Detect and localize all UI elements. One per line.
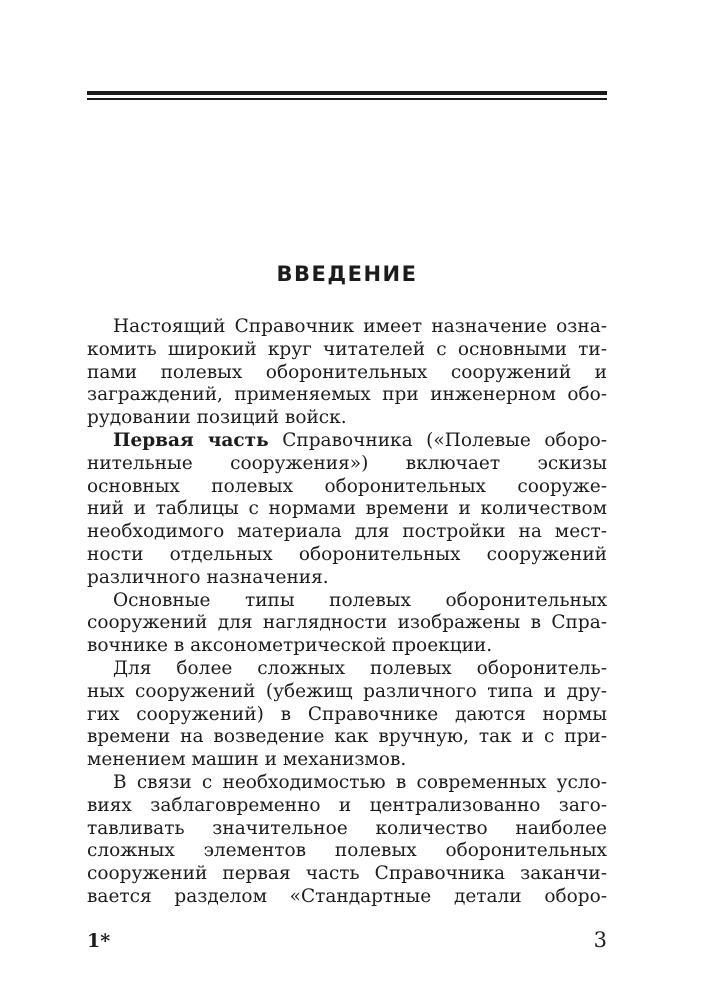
text-line: В связи с необходимостью в современных усло- [113, 771, 607, 793]
header-rule-thin [87, 98, 607, 100]
text-line: гих сооружений) в Справочнике даются нормы [87, 703, 607, 725]
text-line: комить широкий круг читателей с основными ти- [87, 338, 607, 360]
paragraph-lead: Первая часть [113, 429, 269, 451]
text-line [87, 430, 607, 453]
text-line-rest: Справочника («Полевые оборо- [268, 429, 608, 451]
paragraph-3 [87, 590, 607, 658]
body-text [87, 316, 607, 909]
page-number: 3 [593, 928, 607, 952]
text-line: пами полевых оборонительных сооружений и [87, 361, 607, 383]
header-rule-thick [87, 91, 607, 95]
signature-mark: 1* [87, 930, 111, 952]
text-line: ных сооружений (убежищ различного типа и дру- [87, 680, 607, 702]
text-line: виях заблаговременно и централизованно заго- [87, 794, 607, 816]
paragraph-2 [87, 430, 607, 590]
text-line: ности отдельных оборонительных сооружений [87, 543, 607, 565]
paragraph-1 [87, 316, 607, 430]
text-line: необходимого материала для постройки на мест- [87, 521, 607, 543]
text-line: ний и таблицы с нормами времени и количеством [87, 498, 607, 520]
text-line: Основные типы полевых оборонительных [113, 589, 607, 611]
text-line: менением машин и механизмов. [87, 749, 407, 771]
text-line: времени на возведение как вручную, так и с при- [87, 726, 607, 748]
text-line: сооружений для наглядности изображены в Спра- [87, 612, 607, 634]
text-line: нительные сооружения») включает эскизы [87, 452, 607, 474]
text-line: различного назначения. [87, 566, 329, 588]
text-line: Для более сложных полевых оборонитель- [113, 657, 607, 679]
paragraph-5 [87, 772, 607, 909]
paragraph-4 [87, 658, 607, 772]
text-line: рудовании позиций войск. [87, 407, 347, 429]
page-title: ВВЕДЕНИЕ [276, 262, 418, 286]
text-line: вочнике в аксонометрической проекции. [87, 635, 493, 657]
text-line: заграждений, применяемых при инженерном обо- [87, 384, 607, 406]
text-line: тавливать значительное количество наиболее [87, 817, 607, 839]
text-line: вается разделом «Стандартные детали оборо- [87, 885, 607, 907]
text-line: Настоящий Справочник имеет назначение озна- [113, 316, 607, 337]
text-line: основных полевых оборонительных сооруже- [87, 475, 607, 497]
text-line: сооружений первая часть Справочника заканчи- [87, 863, 607, 885]
text-line: сложных элементов полевых оборонительных [87, 840, 607, 862]
